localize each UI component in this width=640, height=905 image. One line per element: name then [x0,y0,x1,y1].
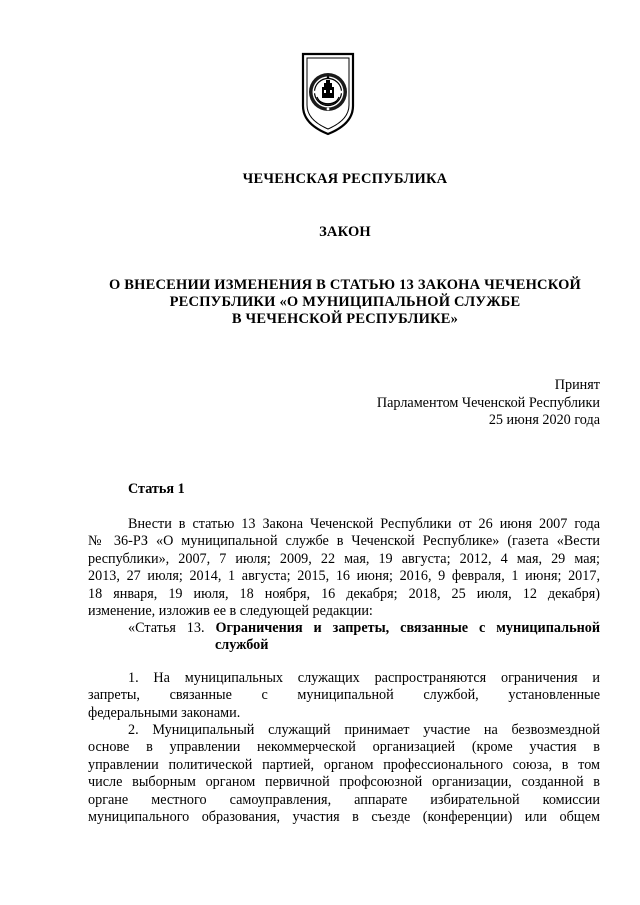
text-line [88,620,600,637]
text-line: службой [215,637,269,654]
adopted-by: Парламентом Чеченской Республики [376,394,600,411]
article-13-heading [88,620,600,655]
item-1-paragraph [88,670,600,722]
law-title [80,277,610,328]
text-line: изменение, изложив ее в следующей редакции: [88,603,373,620]
intro-paragraph [88,516,600,620]
law-title-line: В ЧЕЧЕНСКОЙ РЕСПУБЛИКЕ» [231,311,459,327]
text-line: управлении политической партией, органом профессионального союза, в том [88,756,600,773]
text-line: муниципального образования, участия в съезде (конференции) или общем [88,809,600,826]
adoption-note [377,377,600,430]
article-13-prefix: «Статья 13. [128,620,205,636]
text-line: Внести в статью 13 Закона Чеченской Республики от 26 июня 2007 года [128,516,600,532]
adopted-date: 25 июня 2020 года [488,412,600,428]
text-line: 2. Муниципальный служащий принимает участие на безвозмездной [128,722,600,738]
law-title-line: О ВНЕСЕНИИ ИЗМЕНЕНИЯ В СТАТЬЮ 13 ЗАКОНА ЧЕЧЕНСКОЙ [108,277,582,293]
text-line: федеральными законами. [88,704,241,721]
text-line: республики», 2007, 7 июля; 2009, 22 мая, 19 августа; 2012, 4 мая, 29 мая; [88,550,600,567]
law-title-line: РЕСПУБЛИКИ «О МУНИЦИПАЛЬНОЙ СЛУЖБЕ [169,294,521,310]
article-13-title: Ограничения и запреты, связанные с муниципальной [215,620,600,636]
text-line: основе в управлении некоммерческой организацией (кроме участия в [88,739,600,756]
text-line: числе выборным органом первичной профсоюзной организации, созданной в [88,774,600,791]
law-heading: ЗАКОН [319,224,371,240]
republic-heading: ЧЕЧЕНСКАЯ РЕСПУБЛИКА [242,171,448,187]
text-line: органе местного самоуправления, аппарате избирательной комиссии [88,791,600,808]
adopted-label: Принят [554,377,600,393]
text-line: 2013, 27 июля; 2014, 1 августа; 2015, 16 июня; 2016, 9 февраля, 1 июня; 2017, [88,568,600,585]
text-line: 1. На муниципальных служащих распространяются ограничения и [128,670,600,686]
article-1-heading: Статья 1 [128,481,185,497]
text-line: 18 января, 19 июля, 18 ноября, 16 декабря; 2018, 25 июля, 12 декабря) [88,585,600,602]
coat-of-arms-icon [299,52,357,136]
text-line: № 36-РЗ «О муниципальной службе в Чеченской Республике» (газета «Вести [88,533,600,550]
item-2-paragraph [88,722,600,826]
text-line: запреты, связанные с муниципальной службой, установленные [88,687,600,704]
